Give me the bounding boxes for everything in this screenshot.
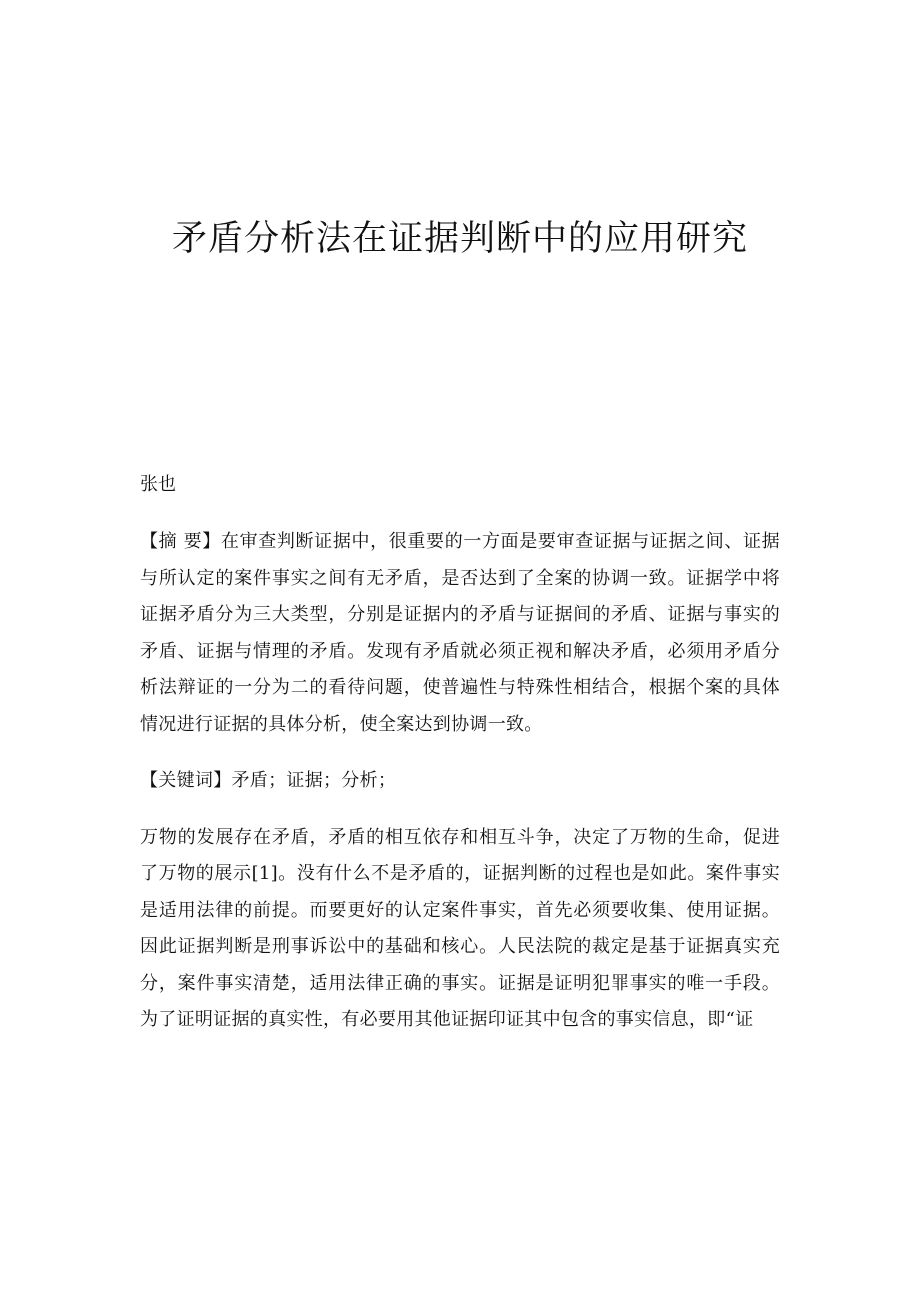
abstract-text: 在审查判断证据中，很重要的一方面是要审查证据与证据之间、证据与所认定的案件事实之间有无矛盾，是否达到了全案的协调一致。证据学中将证据矛盾分为三大类型，分别是证据内的矛盾与证据间的矛盾、证据与事实的矛盾、证据与情理的矛盾。发现有矛盾就必须正视和解决矛盾，必须用矛盾分析法辩证的一分为二的看待问题，使普遍性与特殊性相结合，根据个案的具体情况进行证据的具体分析，使全案达到协调一致。	[140, 531, 780, 735]
keywords-paragraph	[140, 763, 780, 800]
document-title: 矛盾分析法在证据判断中的应用研究	[171, 219, 748, 259]
author-name: 张也	[140, 474, 176, 495]
abstract-label: 【摘 要】	[140, 531, 221, 552]
keywords-label: 【关键词】	[140, 770, 232, 791]
body-paragraph: 万物的发展存在矛盾，矛盾的相互依存和相互斗争，决定了万物的生命，促进了万物的展示[1]。没有什么不是矛盾的，证据判断的过程也是如此。案件事实是适用法律的前提。而要更好的认定案件事实，首先必须要收集、使用证据。因此证据判断是刑事诉讼中的基础和核心。人民法院的裁定是基于证据真实充分，案件事实清楚，适用法律正确的事实。证据是证明犯罪事实的唯一手段。为了证明证据的真实性，有必要用其他证据印证其中包含的事实信息，即“证	[140, 826, 780, 1030]
document-content	[140, 470, 780, 1059]
abstract-paragraph	[140, 524, 780, 743]
keywords-text: 矛盾；证据；分析；	[231, 770, 397, 791]
